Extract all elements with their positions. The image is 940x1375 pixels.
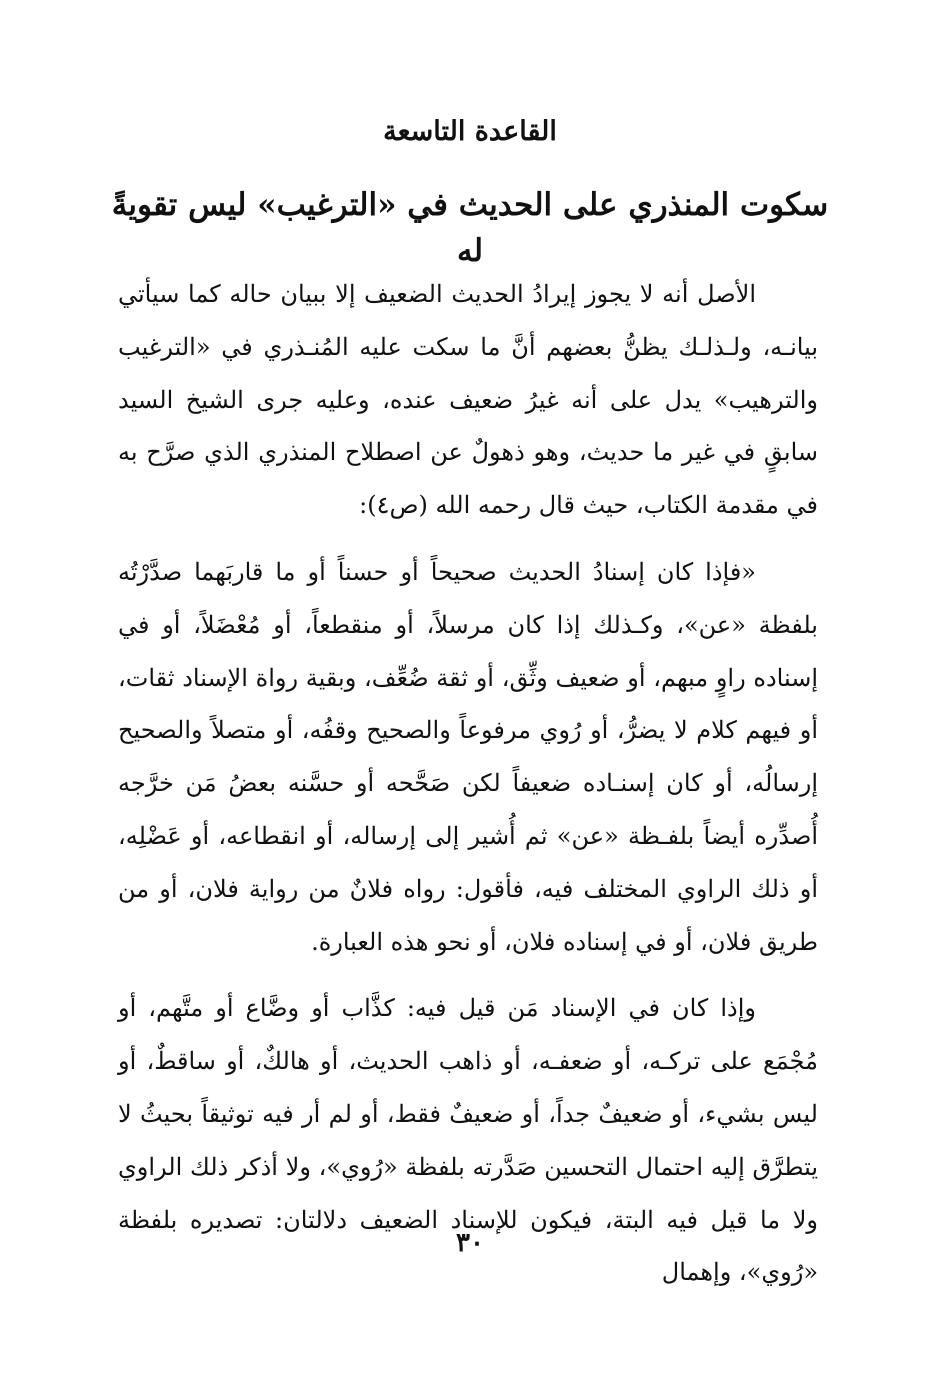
- paragraph-quote-1: «فإذا كان إسنادُ الحديث صحيحاً أو حسناً أو ما قاربَهما صدَّرْتُه بلفظة «عن»، وكـذلك إذا كان مرسلاً، أو منقطعاً، أو مُعْضَلاً، أو في إسناده راوٍ مبهم، أو ضعيف وثِّق، أو ثقة ضُعِّف، وبقية رواة الإسناد ثقات، أو فيهم كلام لا يضرُّ، أو رُوي مرفوعاً والصحيح وقفُه، أو متصلاً والصحيح إرسالُه، أو كان إسنـاده ضعيفاً لكن صَحَّحه أو حسَّنه بعضُ مَن خرَّجه أُصدِّره أيضاً بلفـظة «عن» ثم أُشير إلى إرساله، أو انقطاعه، أو عَضْلِه، أو ذلك الراوي المختلف فيه، فأقول: رواه فلانٌ من رواية فلان، أو من طريق فلان، أو في إسناده فلان، أو نحو هذه العبارة.: [118, 557, 818, 956]
- paragraph-quote-2: وإذا كان في الإسناد مَن قيل فيه: كذَّاب أو وضَّاع أو متَّهم، أو مُجْمَع على تركـه، أو ضعفـه، أو ذاهب الحديث، أو هالكٌ، أو ساقطٌ، أو ليس بشيء، أو ضعيفٌ جداً، أو ضعيفٌ فقط، أو لم أر فيه توثيقاً بحيثُ لا يتطرَّق إليه احتمال التحسين صَدَّرته بلفظة «رُوي»، ولا أذكر ذلك الراوي ولا ما قيل فيه البتة، فيكون للإسناد الضعيف دلالتان: تصديره بلفظة «رُوي»، وإهمال: [118, 994, 819, 1287]
- body-text: [118, 268, 818, 1299]
- rule-title: سكوت المنذري على الحديث في «الترغيب» ليس تقويةً له: [111, 187, 829, 269]
- paragraph-intro: الأصل أنه لا يجوز إيرادُ الحديث الضعيف إلا ببيان حاله كما سيأتي بيانـه، ولـذلـك يظنُّ بعضهم أنَّ ما سكت عليه المُنـذري في «الترغيب والترهيب» يدل على أنه غيرُ ضعيف عنده، وعليه جرى الشيخ السيد سابقٍ في غير ما حديث، وهو ذهولٌ عن اصطلاح المنذري الذي صرَّح به في مقدمة الكتاب، حيث قال رحمه الله (ص٤):: [118, 280, 818, 520]
- rule-heading: القاعدة التاسعة: [383, 116, 557, 147]
- page-number: ٣٠: [456, 1228, 484, 1258]
